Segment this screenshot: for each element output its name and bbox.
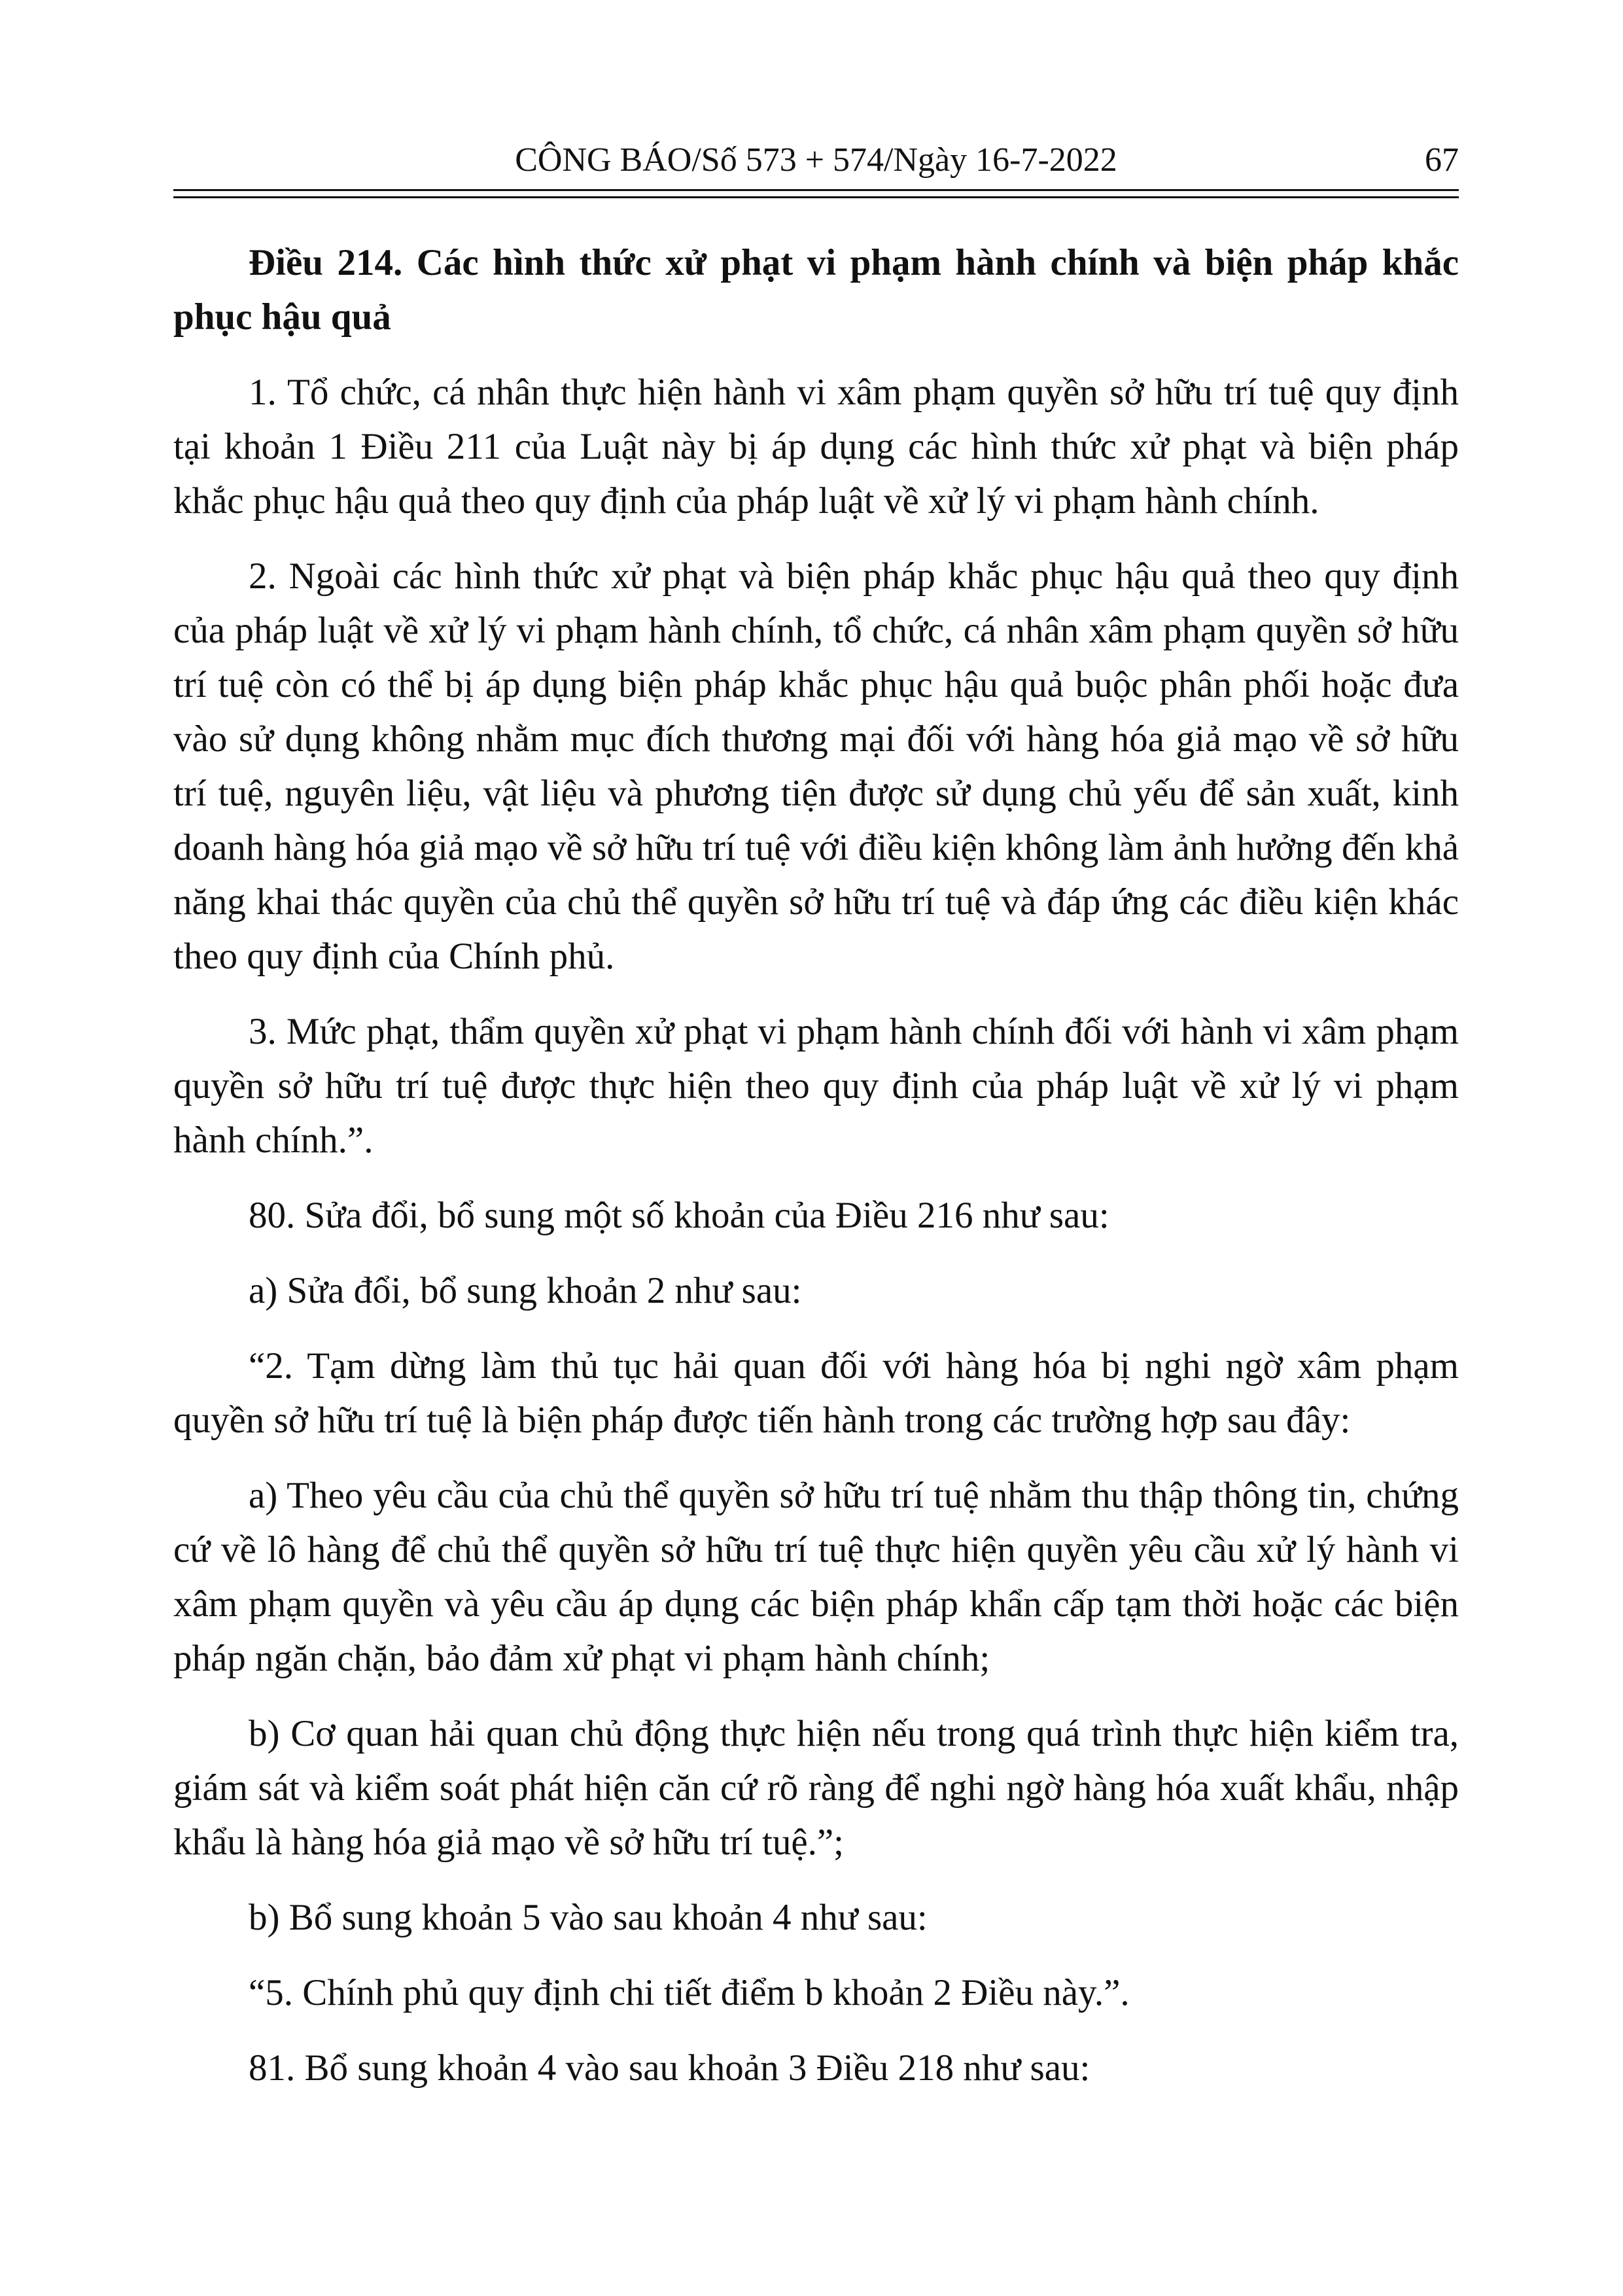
header-rule-top (173, 189, 1459, 191)
paragraph-11: 81. Bổ sung khoản 4 vào sau khoản 3 Điều 218 như sau: (249, 2047, 1091, 2089)
gazette-header-title: CÔNG BÁO/Số 573 + 574/Ngày 16-7-2022 (515, 141, 1117, 179)
paragraph-6: “2. Tạm dừng làm thủ tục hải quan đối với hàng hóa bị nghi ngờ xâm phạm quyền sở hữu trí tuệ là biện pháp được tiến hành trong các trường hợp sau đây: (173, 1345, 1459, 1441)
paragraph-7: a) Theo yêu cầu của chủ thể quyền sở hữu trí tuệ nhằm thu thập thông tin, chứng cứ về lô hàng để chủ thể quyền sở hữu trí tuệ thực hiện quyền yêu cầu xử lý hành vi xâm phạm quyền và yêu cầu áp dụng các biện pháp khẩn cấp tạm thời hoặc các biện pháp ngăn chặn, bảo đảm xử phạt vi phạm hành chính; (173, 1475, 1459, 1679)
header-rule-bottom (173, 196, 1459, 198)
paragraph-4: 80. Sửa đổi, bổ sung một số khoản của Điều 216 như sau: (249, 1195, 1109, 1236)
page-number: 67 (1425, 141, 1459, 179)
paragraph-1: 1. Tổ chức, cá nhân thực hiện hành vi xâm phạm quyền sở hữu trí tuệ quy định tại khoản 1 Điều 211 của Luật này bị áp dụng các hình thức xử phạt và biện pháp khắc phục hậu quả theo quy định của pháp luật về xử lý vi phạm hành chính. (173, 372, 1459, 521)
article-title: Điều 214. Các hình thức xử phạt vi phạm hành chính và biện pháp khắc phục hậu quả (173, 242, 1459, 338)
paragraph-2: 2. Ngoài các hình thức xử phạt và biện pháp khắc phục hậu quả theo quy định của pháp luật về xử lý vi phạm hành chính, tổ chức, cá nhân xâm phạm quyền sở hữu trí tuệ còn có thể bị áp dụng biện pháp khắc phục hậu quả buộc phân phối hoặc đưa vào sử dụng không nhằm mục đích thương mại đối với hàng hóa giả mạo về sở hữu trí tuệ, nguyên liệu, vật liệu và phương tiện được sử dụng chủ yếu để sản xuất, kinh doanh hàng hóa giả mạo về sở hữu trí tuệ với điều kiện không làm ảnh hưởng đến khả năng khai thác quyền của chủ thể quyền sở hữu trí tuệ và đáp ứng các điều kiện khác theo quy định của Chính phủ. (173, 556, 1459, 977)
paragraph-8: b) Cơ quan hải quan chủ động thực hiện nếu trong quá trình thực hiện kiểm tra, giám sát và kiểm soát phát hiện căn cứ rõ ràng để nghi ngờ hàng hóa xuất khẩu, nhập khẩu là hàng hóa giả mạo về sở hữu trí tuệ.”; (173, 1713, 1459, 1863)
paragraph-5: a) Sửa đổi, bổ sung khoản 2 như sau: (249, 1270, 802, 1311)
paragraph-3: 3. Mức phạt, thẩm quyền xử phạt vi phạm hành chính đối với hành vi xâm phạm quyền sở hữu trí tuệ được thực hiện theo quy định của pháp luật về xử lý vi phạm hành chính.”. (173, 1011, 1459, 1161)
page-header (173, 137, 1459, 183)
paragraph-9: b) Bổ sung khoản 5 vào sau khoản 4 như sau: (249, 1897, 928, 1938)
document-body (173, 236, 1459, 2116)
paragraph-10: “5. Chính phủ quy định chi tiết điểm b khoản 2 Điều này.”. (249, 1972, 1130, 2013)
